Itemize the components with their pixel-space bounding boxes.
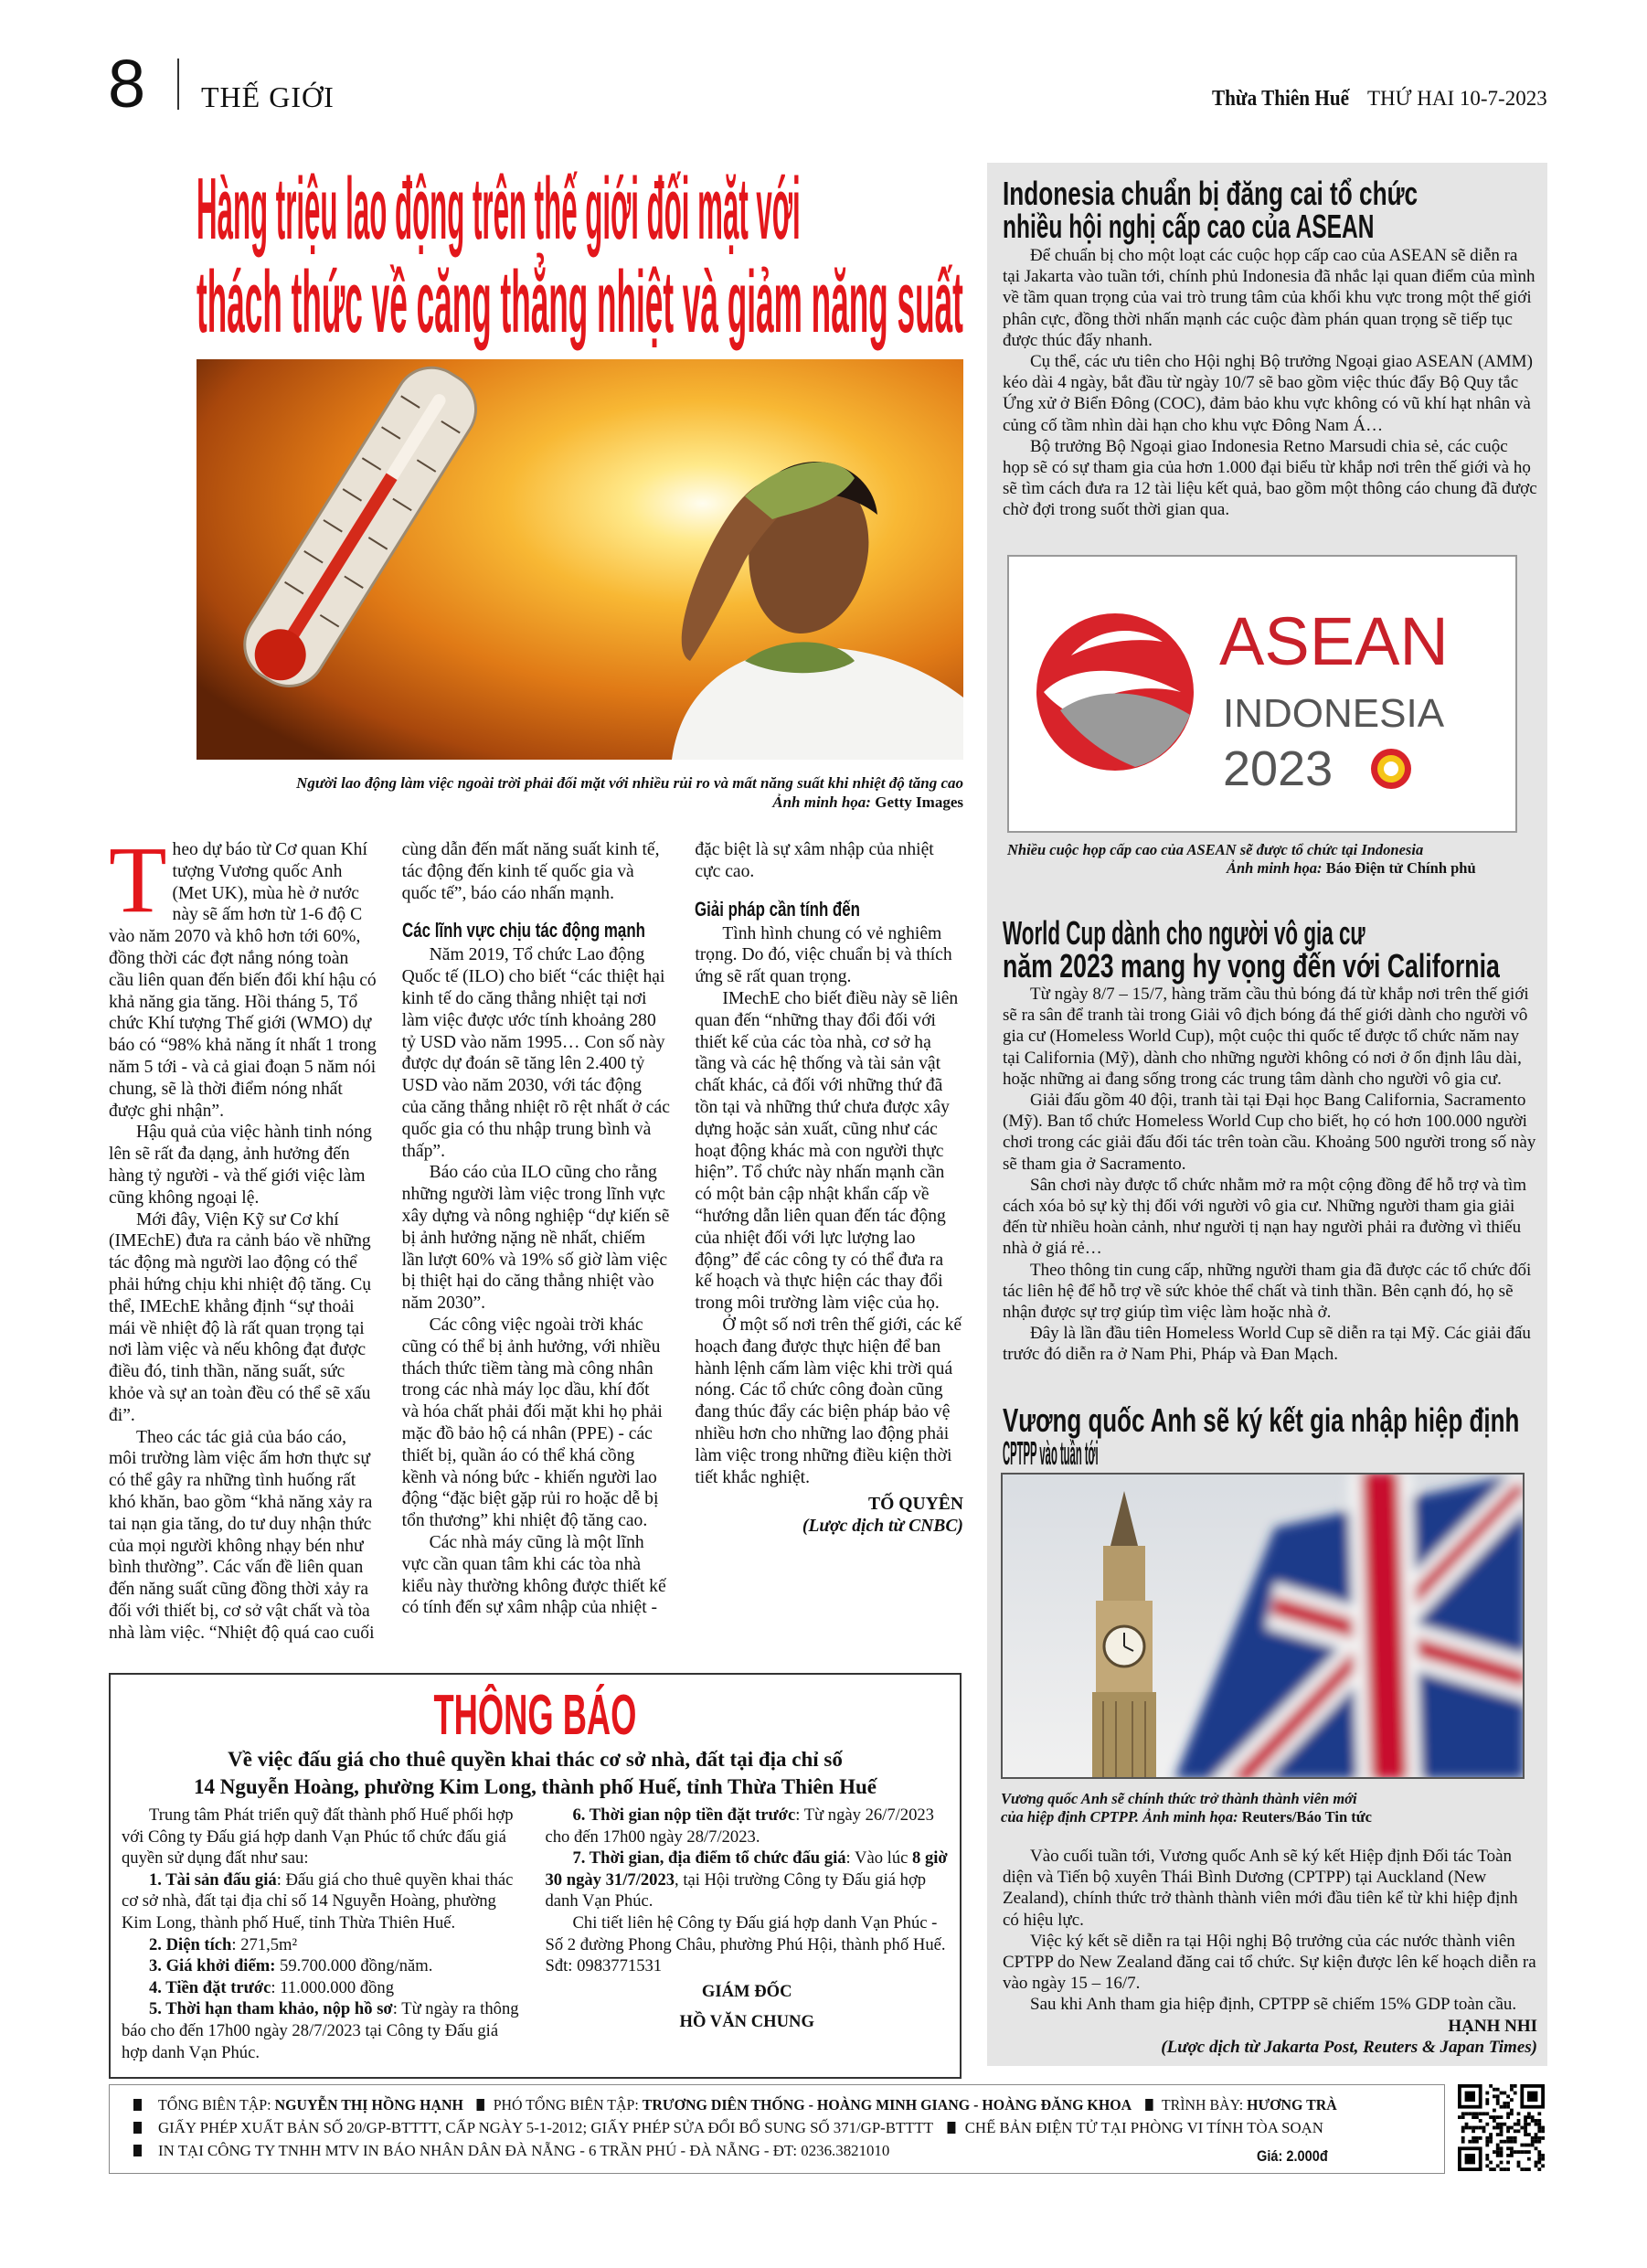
worldcup-headline-line-1: World Cup dành cho người vô gia cư (1003, 914, 1365, 952)
notice-label: 8 giờ 30 ngày 31/7/2023 (545, 1848, 948, 1890)
notice-text: , tại Hội trường Công ty Đấu giá hợp danh Vạn Phúc. (545, 1869, 927, 1911)
notice-paragraph (546, 1805, 950, 1847)
masthead-footer (109, 2084, 1445, 2174)
qr-code[interactable] (1458, 2084, 1545, 2171)
notice-paragraph (122, 1805, 526, 1869)
article-subheading (402, 919, 671, 942)
footer-label: TRÌNH BÀY: (1161, 2096, 1248, 2114)
asean-caption-credit (1007, 859, 1519, 878)
bullet-icon (1145, 2099, 1153, 2111)
notice-paragraph (122, 1998, 526, 2063)
article-author: TỐ QUYÊN (868, 1495, 963, 1515)
credit-source: Reuters/Báo Tin tức (1241, 1808, 1372, 1826)
auction-notice-box (109, 1673, 962, 2079)
notice-paragraph (122, 1869, 526, 1934)
asean-article-body (1003, 245, 1537, 521)
article-paragraph: Các công việc ngoài trời khác cũng có thể bị ảnh hưởng, với nhiều thách thức tiềm tàng mà công nhân trong các nhà máy lọc dầu, khí đốt và hóa chất phải đối mặt khi họ phải mặc đồ bảo hộ cá nhân (PPE) - các thiết bị, quần áo có thể khá cồng kềnh và nóng bức - khiến người lao động “đặc biệt gặp rủi ro hoặc dễ bị tổn thương” khi nhiệt độ tăng cao. (401, 1315, 663, 1531)
notice-label: 3. Giá khởi điểm: (149, 1956, 276, 1976)
header-divider (177, 59, 179, 110)
subheading-text: Các lĩnh vực chịu tác động mạnh (401, 919, 645, 942)
notice-paragraph (546, 1847, 950, 1912)
footer-value: NGUYỄN THỊ HỒNG HẠNH (274, 2096, 463, 2114)
asean-image-caption (1007, 841, 1519, 878)
sidebar-paragraph: Sau khi Anh tham gia hiệp định, CPTPP sẽ chiếm 15% GDP toàn cầu. (1030, 1995, 1517, 2015)
notice-text: Chi tiết liên hệ Công ty Đấu giá hợp danh Vạn Phúc - Số 2 đường Phong Châu, phường Phú Hội, thành phố Huế. Sđt: 0983771531 (545, 1912, 946, 1976)
article-paragraph: Theo các tác giả của báo cáo, môi trường làm việc ấm hơn thực sự có thể gây ra những tình huống rất khó khăn, bao gồm “khả năng xảy ra tai nạn gia tăng, do tư duy nhận thức của mọi người không nhạy bén như bình thường”. Các vấn đề liên quan đến năng suất cũng đồng thời xảy ra đối với thiết bị, cơ sở vật chất và tòa nhà làm việc. “Nhiệt độ quá cao cuối cùng dẫn đến mất năng suất kinh tế, tác động đến kinh tế quốc gia và quốc tế”, báo cáo nhấn mạnh. (109, 840, 660, 1643)
worldcup-headline (1003, 914, 1647, 985)
footer-label: IN TẠI CÔNG TY TNHH MTV IN BÁO NHÂN DÂN ĐÀ NẴNG - 6 TRẦN PHÚ - ĐÀ NẴNG - ĐT: 0236.3821010 (158, 2142, 890, 2159)
issue-date: THỨ HAI 10-7-2023 (1367, 87, 1547, 110)
notice-title-text: THÔNG BÁO (433, 1684, 637, 1747)
notice-subtitle-row-1 (111, 1746, 960, 1773)
notice-subtitle-line-2: 14 Nguyễn Hoàng, phường Kim Long, thành phố Huế, tỉnh Thừa Thiên Huế (194, 1775, 877, 1798)
uk-caption-line-2 (1001, 1808, 1531, 1826)
asean-indonesia-logo-image (1007, 555, 1517, 833)
article-paragraph: Ở một số nơi trên thế giới, các kế hoạch đang được thực hiện để ban hành lệnh cấm làm việc khi trời quá nóng. Các tổ chức công đoàn cũng đang thúc đẩy các biện pháp bảo vệ nhiều hơn cho những lao động phải làm việc trong những điều kiện thời tiết khắc nghiệt. (695, 1315, 962, 1487)
notice-label: 1. Tài sản đấu giá (149, 1869, 277, 1890)
notice-paragraph (122, 1977, 526, 1999)
footer-line-1 (133, 2096, 1417, 2114)
asean-logo-icon (1036, 613, 1194, 771)
uk-headline-line-1: Vương quốc Anh sẽ ký kết gia nhập hiệp định (1003, 1401, 1520, 1439)
footer-line-3 (133, 2142, 895, 2160)
uk-headline-line-2: CPTPP vào tuần tới (1003, 1434, 1099, 1472)
newspaper-name (1212, 86, 1367, 112)
caption-text: Người lao động làm việc ngoài trời phải đối mặt với nhiều rủi ro và mất năng suất khi nhiệt độ tăng cao (296, 774, 963, 792)
article-paragraph: Hậu quả của việc hành tinh nóng lên sẽ rất đa dạng, ảnh hưởng đến hàng tỷ người - và thế giới việc làm cũng không ngoại lệ. (109, 1123, 372, 1208)
sidebar-paragraph: Theo thông tin cung cấp, những người tham gia đã được các tổ chức đối tác liên hệ để hỗ trợ về sức khỏe thể chất và tinh thần. Bên cạnh đó, họ sẽ nhận được sự trợ giúp tìm việc làm hoặc nhà ở. (1003, 1260, 1532, 1323)
notice-subtitle (111, 1746, 960, 1801)
logo-country: INDONESIA (1223, 691, 1445, 736)
headline-line-1: Hàng triệu lao động trên thế giới đối mặt với (197, 160, 801, 258)
article-paragraph: Năm 2019, Tổ chức Lao động Quốc tế (ILO) cho biết “các thiệt hại kinh tế do căng thẳng nhiệt tại nơi làm việc được ước tính khoảng 280 tỷ USD vào năm 1995… Con số này được dự đoán sẽ tăng lên 2.400 tỷ USD vào năm 2030, với tác động của căng thẳng nhiệt rõ rệt nhất ở các quốc gia có thu nhập trung bình và thấp”. (401, 945, 670, 1161)
credit-label: Ảnh minh họa: (772, 793, 876, 811)
notice-label: 6. Thời gian nộp tiền đặt trước (572, 1805, 796, 1825)
asean-headline-line-2: nhiều hội nghị cấp cao của ASEAN (1003, 208, 1375, 245)
notice-label: 2. Diện tích (149, 1934, 232, 1954)
article-paragraph: Báo cáo của ILO cũng cho rằng những người làm việc trong lĩnh vực xây dựng và nông nghiệp “dự kiến sẽ bị ảnh hưởng nặng nề nhất, chiếm lần lượt 60% và 19% số giờ làm việc bị thiệt hại do căng thẳng nhiệt vào năm 2030”. (401, 1163, 670, 1314)
page-number: 8 (108, 46, 146, 122)
caption-credit (197, 793, 963, 812)
footer-line-2 (133, 2119, 1336, 2137)
price-text: Giá: 2.000đ (1257, 2147, 1328, 2165)
notice-subtitle-row-2 (111, 1773, 960, 1801)
notice-text: Trung tâm Phát triển quỹ đất thành phố Huế phối hợp với Công ty Đấu giá hợp danh Vạn Phúc tổ chức đấu giá quyền sử dụng đất như sau: (122, 1805, 514, 1869)
footer-value: HƯƠNG TRÀ (1247, 2096, 1337, 2114)
notice-label: 7. Thời gian, địa điểm tổ chức đấu giá (572, 1848, 846, 1869)
article-paragraph: Tình hình chung có vẻ nghiêm trọng. Do đó, việc chuẩn bị và thích ứng sẽ rất quan trọng. (695, 923, 952, 987)
asean-caption-text: Nhiều cuộc họp cấp cao của ASEAN sẽ được tổ chức tại Indonesia (1007, 841, 1424, 858)
sidebar-paragraph: Cụ thể, các ưu tiên cho Hội nghị Bộ trưởng Ngoại giao ASEAN (AMM) kéo dài 4 ngày, bắt đầu từ ngày 10/7 sẽ bao gồm việc thúc đẩy Bộ Quy tắc Ứng xử ở Biển Đông (COC), đảm bảo khu vực không có vũ khí hạt nhân và củng cố tầm nhìn dài hạn cho khu vực Đông Nam Á… (1003, 352, 1533, 435)
uk-headline (1003, 1401, 1647, 1472)
notice-text: : Từ ngày 26/7/2023 cho đến 17h00 ngày 28/7/2023. (545, 1805, 934, 1847)
newspaper-name-text: Thừa Thiên Huế (1212, 87, 1350, 111)
signer-name: HỒ VĂN CHUNG (679, 2012, 814, 2032)
article-source: (Lược dịch từ CNBC) (802, 1517, 963, 1537)
news-sidebar (987, 163, 1547, 2066)
uk-article-body (1003, 1846, 1537, 2058)
notice-title (111, 1684, 960, 1747)
sidebar-paragraph: Vào cuối tuần tới, Vương quốc Anh sẽ ký kết Hiệp định Đối tác Toàn diện và Tiến bộ xuyên Thái Bình Dương (CPTPP) tại Auckland (New Zealand), chính thức trở thành thành viên mới đầu tiên kể từ khi hiệp định có hiệu lực. (1003, 1847, 1518, 1930)
worldcup-article-body (1003, 984, 1537, 1366)
main-article-body (109, 827, 963, 1648)
credit-label: Ảnh minh họa: (1227, 859, 1326, 877)
logo-year: 2023 (1223, 741, 1334, 796)
notice-paragraph (122, 1934, 526, 1956)
sidebar-paragraph: Để chuẩn bị cho một loạt các cuộc họp cấp cao của ASEAN sẽ diễn ra tại Jakarta vào tuần tới, chính phủ Indonesia đã nhắc lại quan điểm của mình về tầm quan trọng của vai trò trung tâm của khối khu vực trong một thế giới phân cực, đồng thời nhấn mạnh các cuộc đàm phán quan trọng sẽ tiếp tục được thúc đẩy nhanh. (1003, 246, 1535, 350)
price-label (1257, 2147, 1340, 2166)
sidebar-paragraph: Việc ký kết sẽ diễn ra tại Hội nghị Bộ trưởng của các nước thành viên CPTPP do New Zealand đăng cai tổ chức. Sự kiện được lên kế hoạch diễn ra vào ngày 15 – 16/7. (1003, 1931, 1536, 1994)
footer-label: GIẤY PHÉP XUẤT BẢN SỐ 20/GP-BTTTT, CẤP NGÀY 5-1-2012; GIẤY PHÉP SỬA ĐỔI BỔ SUNG SỐ 371/GP-BTTTT (158, 2119, 934, 2136)
bullet-icon (133, 2099, 142, 2111)
uk-author: HẠNH NHI (1448, 2016, 1537, 2036)
footer-label: PHÓ TỔNG BIÊN TẬP: (493, 2096, 643, 2114)
caption-text: của hiệp định CPTPP. Ảnh minh họa: (1001, 1808, 1242, 1826)
logo-word: ASEAN (1219, 603, 1449, 679)
notice-label: 4. Tiền đặt trước (149, 1977, 271, 1997)
footer-label: CHẾ BẢN ĐIỆN TỬ TẠI PHÒNG VI TÍNH TÒA SOẠN (964, 2119, 1323, 2136)
bullet-icon (133, 2145, 142, 2156)
notice-paragraph (122, 1955, 526, 1977)
sidebar-paragraph: Sân chơi này được tổ chức nhằm mở ra một cộng đồng để hỗ trợ và tìm cách xóa bỏ sự kỳ thị đối với người vô gia cư. Những người tham gia giải đến từ nhiều hoàn cảnh, như người tị nạn hay người phải ra đường vì thiếu nhà ở giá rẻ… (1003, 1175, 1527, 1259)
notice-text: : Vào lúc (845, 1848, 913, 1869)
article-subheading (695, 898, 963, 921)
footer-line-3-text (158, 2142, 889, 2160)
asean-headline-line-1: Indonesia chuẩn bị đăng cai tổ chức (1003, 175, 1419, 212)
sidebar-paragraph: Đây là lần đầu tiên Homeless World Cup sẽ diễn ra tại Mỹ. Các giải đấu trước đó diễn ra ở Nam Phi, Pháp và Đan Mạch. (1003, 1324, 1531, 1365)
notice-text: : 271,5m² (231, 1934, 298, 1954)
worldcup-headline-line-2: năm 2023 mang hy vọng đến với California (1003, 947, 1500, 985)
article-paragraph: IMechE cho biết điều này sẽ liên quan đến “những thay đổi đối với thiết kế của các tòa nhà, cơ sở hạ tầng và các hệ thống và tài sản vật chất khác, cả đối với những thứ đã tồn tại và những thứ chưa được xây dựng hoặc sản xuất, cũng như các hoạt động khác mà con người thực hiện”. Tổ chức này nhấn mạnh cần có một bản cập nhật khẩn cấp về “hướng dẫn liên quan đến tác động của nhiệt đối với lực lượng lao động” để các công ty có thể đưa ra kế hoạch và thực hiện các thay đổi trong môi trường làm việc của họ. (695, 988, 959, 1314)
footer-line-2-text (158, 2119, 1323, 2137)
bullet-icon (948, 2122, 956, 2134)
sidebar-paragraph: Giải đấu gồm 40 đội, tranh tài tại Đại học Bang California, Sacramento (Mỹ). Ban tổ chức Homeless World Cup cho biết, họ có hơn 100.000 người chơi trong các giải đấu đối tác trên toàn cầu. Khoảng 500 người trong số này sẽ tham gia ở Sacramento. (1003, 1091, 1536, 1174)
uk-caption-line-1: Vương quốc Anh sẽ chính thức trở thành thành viên mới (1001, 1790, 1357, 1807)
headline-line-2: thách thức về căng thẳng nhiệt và giảm năng suất (197, 253, 963, 351)
footer-value: TRƯƠNG DIÊN THỐNG - HOÀNG MINH GIANG - HOÀNG ĐĂNG KHOA (642, 2096, 1132, 2114)
notice-text: : Đấu giá cho thuê quyền khai thác cơ sở nhà, đất tại địa chỉ số 14 Nguyễn Hoàng, phường Kim Long, thành phố Huế, tỉnh Thừa Thiên Huế. (122, 1869, 514, 1933)
credit-source: Getty Images (875, 793, 963, 811)
footer-label: TỔNG BIÊN TẬP: (158, 2096, 275, 2114)
article-paragraph: Mới đây, Viện Kỹ sư Cơ khí (IMEchE) đưa ra cảnh báo về những tác động mà người lao động có thể phải hứng chịu khi nhiệt độ tăng. Cụ thể, IMEchE khẳng định “sự thoải mái về nhiệt độ là rất quan trọng tại nơi làm việc và nếu không đạt được điều đó, tinh thần, năng suất, sức khỏe và sự an toàn đều có thể sẽ xấu đi”. (109, 1209, 372, 1425)
signer-title: GIÁM ĐỐC (701, 1981, 792, 2001)
sidebar-paragraph: Bộ trưởng Bộ Ngoại giao Indonesia Retno Marsudi chia sẻ, các cuộc họp sẽ có sự tham gia của hơn 1.000 đại biểu từ khắp nơi trên thế giới và họ sẽ tìm cách đưa ra 12 tài liệu kết quả, bao gồm một thông cáo chung đã được chờ đợi trong suốt thời gian qua. (1003, 436, 1537, 520)
heat-worker-photo (197, 359, 963, 760)
notice-text: 59.700.000 đồng/năm. (275, 1956, 433, 1976)
main-image-caption (197, 773, 963, 812)
uk-image-caption (1001, 1790, 1531, 1826)
notice-body (122, 1805, 949, 2071)
asean-emblem-icon (1371, 749, 1411, 789)
sidebar-paragraph: Từ ngày 8/7 – 15/7, hàng trăm cầu thủ bóng đá từ khắp nơi trên thế giới sẽ ra sân để tranh tài trong Giải vô địch bóng đá thế giới dành cho người vô gia cư (Homeless World Cup), một cuộc thi quốc tế được tổ chức năm nay tại California (Mỹ), dành cho những người không có nơi ở ổn định lâu dài, hoặc những ai đang sống trong các trung tâm dành cho người vô gia cư. (1003, 985, 1529, 1089)
asean-headline (1003, 177, 1573, 243)
notice-text: : 11.000.000 đồng (271, 1977, 395, 1997)
section-title: THẾ GIỚI (201, 80, 335, 113)
big-ben-union-flag-photo (1001, 1473, 1525, 1779)
notice-text: : Từ ngày ra thông báo cho đến 17h00 ngày 28/7/2023 tại Công ty Đấu giá hợp danh Vạn Phúc. (122, 1999, 519, 2062)
notice-paragraph (546, 1912, 950, 1977)
article-paragraph: Theo dự báo từ Cơ quan Khí tượng Vương quốc Anh (Met UK), mùa hè ở nước này sẽ ấm hơn từ 1-6 độ C vào năm 2070 và khô hơn tới 60%, đồng thời các đợt nắng nóng toàn cầu liên quan đến biến đổi khí hậu có khả năng gia tăng. Hồi tháng 5, Tổ chức Khí tượng Thế giới (WMO) dự báo có “98% khả năng ít nhất 1 trong năm 5 tới - và cả giai đoạn 5 năm nói chung, sẽ là thời điểm nóng nhất được ghi nhận”. (109, 827, 377, 1121)
notice-label: 5. Thời hạn tham khảo, nộp hồ sơ (149, 1999, 393, 2019)
footer-line-1-text (158, 2096, 1337, 2114)
notice-subtitle-line-1: Về việc đấu giá cho thuê quyền khai thác cơ sở nhà, đất tại địa chỉ số (228, 1748, 843, 1771)
credit-source: Báo Điện tử Chính phủ (1325, 859, 1476, 877)
bullet-icon (133, 2122, 142, 2134)
bullet-icon (477, 2099, 484, 2111)
uk-source: (Lược dịch từ Jakarta Post, Reuters & Japan Times) (1161, 2037, 1537, 2057)
subheading-text: Giải pháp cần tính đến (695, 897, 861, 921)
article-paragraph: Các nhà máy cũng là một lĩnh vực cần quan tâm khi các tòa nhà kiểu này thường không được thiết kế có tính đến sự xâm nhập của nhiệt - đặc biệt là sự xâm nhập của nhiệt cực cao. (401, 840, 934, 1618)
